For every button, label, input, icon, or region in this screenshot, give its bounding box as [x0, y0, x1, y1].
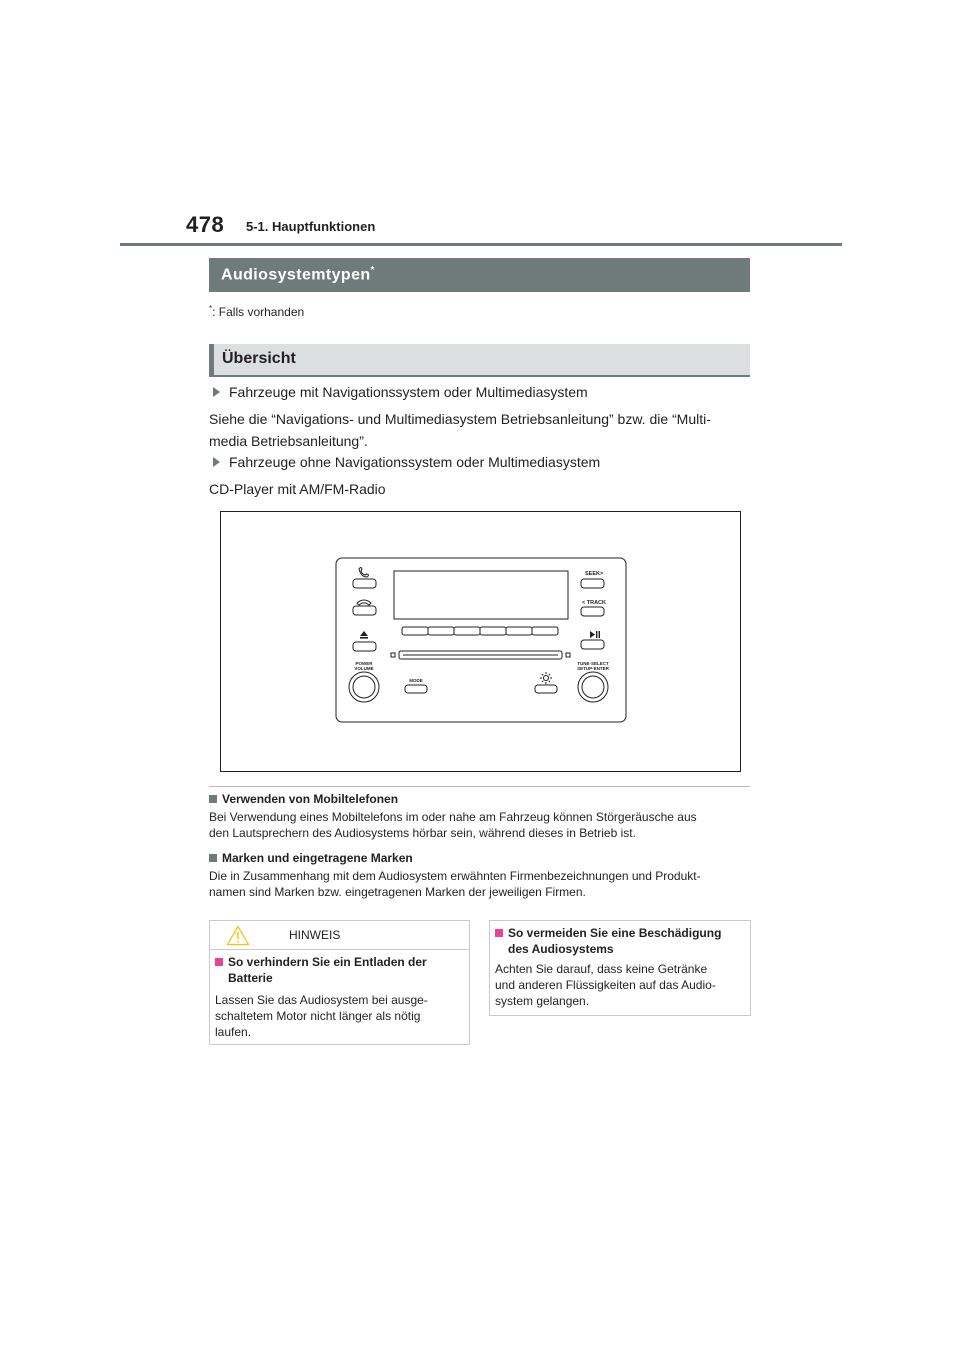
- cd-led-right: [566, 653, 570, 657]
- text-line: schaltetem Motor nicht länger als nötig: [215, 1009, 421, 1023]
- text-line: namen sind Marken bzw. eingetragenen Marken der jeweiligen Firmen.: [209, 885, 586, 899]
- light-button: [535, 685, 557, 693]
- header-rule: [120, 243, 842, 246]
- square-bullet-icon: [209, 854, 217, 862]
- eject-icon-bar: [360, 637, 368, 639]
- title-line: Batterie: [228, 971, 273, 985]
- title-line: So verhindern Sie ein Entladen der: [228, 955, 427, 969]
- note-heading-trademarks: [209, 851, 413, 865]
- preset-buttons: [402, 627, 558, 635]
- pause-icon-bar1: [596, 631, 597, 638]
- phone-pickup-button: [353, 579, 376, 588]
- footnote-mark: *: [209, 304, 213, 313]
- tune-select-label: TUNE·SELECT: [577, 661, 609, 666]
- square-bullet-icon: [209, 795, 217, 803]
- note-heading-mobile: [209, 792, 398, 806]
- hinweis-text: [215, 992, 428, 1040]
- text-line: Bei Verwendung eines Mobiltelefons im oder nahe am Fahrzeug können Störgeräusche aus: [209, 810, 697, 824]
- damage-box: [489, 920, 751, 1016]
- note-body-mobile: [209, 809, 754, 841]
- tune-select-knob-inner: [582, 676, 604, 698]
- item-heading-navigation: [213, 384, 588, 400]
- mode-label: MODE: [409, 678, 423, 683]
- cd-led-left: [391, 653, 395, 657]
- hinweis-header: [210, 921, 469, 950]
- phone-pickup-icon: [359, 568, 369, 578]
- section-title: [221, 265, 375, 284]
- hinweis-label: HINWEIS: [289, 928, 341, 942]
- pink-square-bullet-icon: [495, 929, 503, 937]
- mode-button: [405, 685, 427, 693]
- text-line: und anderen Flüssigkeiten auf das Audio-: [495, 978, 716, 992]
- light-sun-icon: [540, 672, 552, 684]
- track-label: < TRACK: [582, 600, 606, 606]
- chapter-title: 5-1. Hauptfunktionen: [246, 219, 376, 234]
- note-heading-text: Marken und eingetragene Marken: [222, 851, 413, 865]
- footnote-text: : Falls vorhanden: [212, 305, 305, 319]
- item-heading-text: Fahrzeuge mit Navigationssystem oder Multimediasystem: [229, 384, 588, 400]
- damage-title: [495, 925, 721, 957]
- seek-label: SEEK>: [585, 571, 604, 577]
- text-line: Die in Zusammenhang mit dem Audiosystem erwähnten Firmenbezeichnungen und Produkt-: [209, 869, 701, 883]
- eject-icon: [360, 631, 368, 636]
- hinweis-title: [215, 954, 427, 986]
- section-title-mark: *: [370, 265, 375, 276]
- text-line: den Lautsprechern des Audiosystems hörbar sein, während dieses in Betrieb ist.: [209, 826, 636, 840]
- play-icon: [590, 631, 595, 638]
- track-button: [581, 607, 604, 616]
- item-heading-text: Fahrzeuge ohne Navigationssystem oder Multimediasystem: [229, 454, 601, 470]
- volume-label: VOLUME: [354, 666, 374, 671]
- text-line: media Betriebsanleitung”.: [209, 433, 368, 449]
- power-label: POWER: [355, 661, 373, 666]
- triangle-bullet-icon: [213, 457, 220, 467]
- footnote: [209, 304, 304, 319]
- figure-divider: [209, 786, 750, 787]
- eject-button: [353, 642, 376, 651]
- text-line: Achten Sie darauf, dass keine Getränke: [495, 962, 708, 976]
- subsection-bar: [209, 344, 750, 377]
- text-line: Lassen Sie das Audiosystem bei ausge-: [215, 993, 428, 1007]
- note-body-trademarks: [209, 868, 754, 900]
- phone-hangup-button: [353, 606, 376, 615]
- power-volume-knob-inner: [353, 676, 375, 698]
- radio-illustration: [221, 512, 740, 771]
- text-line: system gelangen.: [495, 994, 590, 1008]
- hinweis-box: [209, 920, 470, 1045]
- warning-triangle-icon: [226, 925, 250, 946]
- phone-hangup-icon: [357, 600, 371, 605]
- radio-display: [394, 571, 568, 619]
- subsection-title: Übersicht: [222, 350, 296, 367]
- text-line: laufen.: [215, 1025, 252, 1039]
- seek-button: [581, 579, 604, 588]
- play-pause-button: [581, 640, 604, 649]
- note-heading-text: Verwenden von Mobiltelefonen: [222, 792, 399, 806]
- pink-square-bullet-icon: [215, 958, 223, 966]
- title-line: So vermeiden Sie eine Beschädigung: [508, 926, 722, 940]
- page-number: 478: [186, 212, 225, 237]
- subsection-marker: [209, 344, 214, 377]
- item-text-no-navigation: [209, 478, 754, 500]
- text-line: CD-Player mit AM/FM-Radio: [209, 481, 386, 497]
- setup-enter-label: SETUP·ENTER: [577, 666, 609, 671]
- damage-text: [495, 961, 716, 1009]
- triangle-bullet-icon: [213, 387, 220, 397]
- pause-icon-bar2: [599, 631, 600, 638]
- radio-figure: [220, 511, 741, 772]
- item-text-navigation: [209, 408, 754, 452]
- item-heading-no-navigation: [213, 454, 600, 470]
- title-line: des Audiosystems: [508, 942, 614, 956]
- section-title-text: Audiosystemtypen: [221, 266, 371, 284]
- text-line: Siehe die “Navigations- und Multimediasystem Betriebsanleitung” bzw. die “Multi-: [209, 411, 711, 427]
- section-title-bar: [209, 258, 750, 292]
